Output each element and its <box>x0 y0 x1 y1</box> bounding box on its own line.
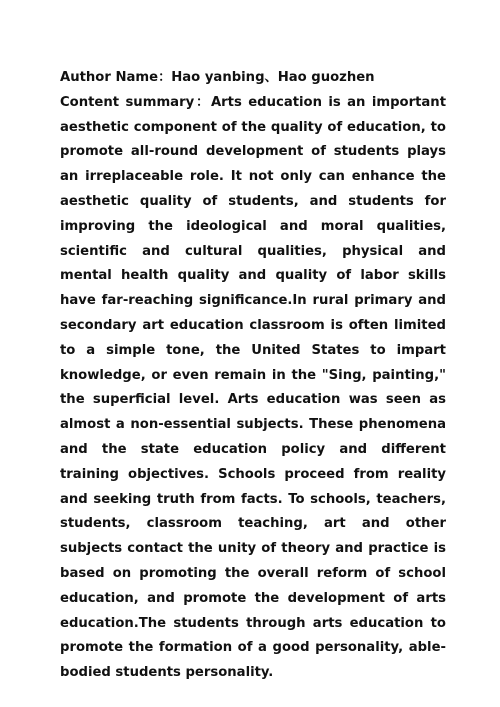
author-name-line: Author Name：Hao yanbing、Hao guozhen <box>60 70 375 85</box>
abstract-block <box>60 66 446 686</box>
content-summary: Content summary：Arts education is an important aesthetic component of the quality of education, to promote all-round development of students plays an irreplaceable role. It not only can enhance the aesthetic quality of students, and students for improving the ideological and moral qualities, scientific and cultural qualities, physical and mental health quality and quality of labor skills have far-reaching significance.In rural primary and secondary art education classroom is often limited to a simple tone, the United States to impart knowledge, or even remain in the "Sing, painting," the superficial level. Arts education was seen as almost a non-essential subjects. These phenomena and the state education policy and different training objectives. Schools proceed from reality and seeking truth from facts. To schools, teachers, students, classroom teaching, art and other subjects contact the unity of theory and practice is based on promoting the overall reform of school education, and promote the development of arts education.The students through arts education to promote the formation of a good personality, able-bodied students personality. <box>60 94 446 681</box>
